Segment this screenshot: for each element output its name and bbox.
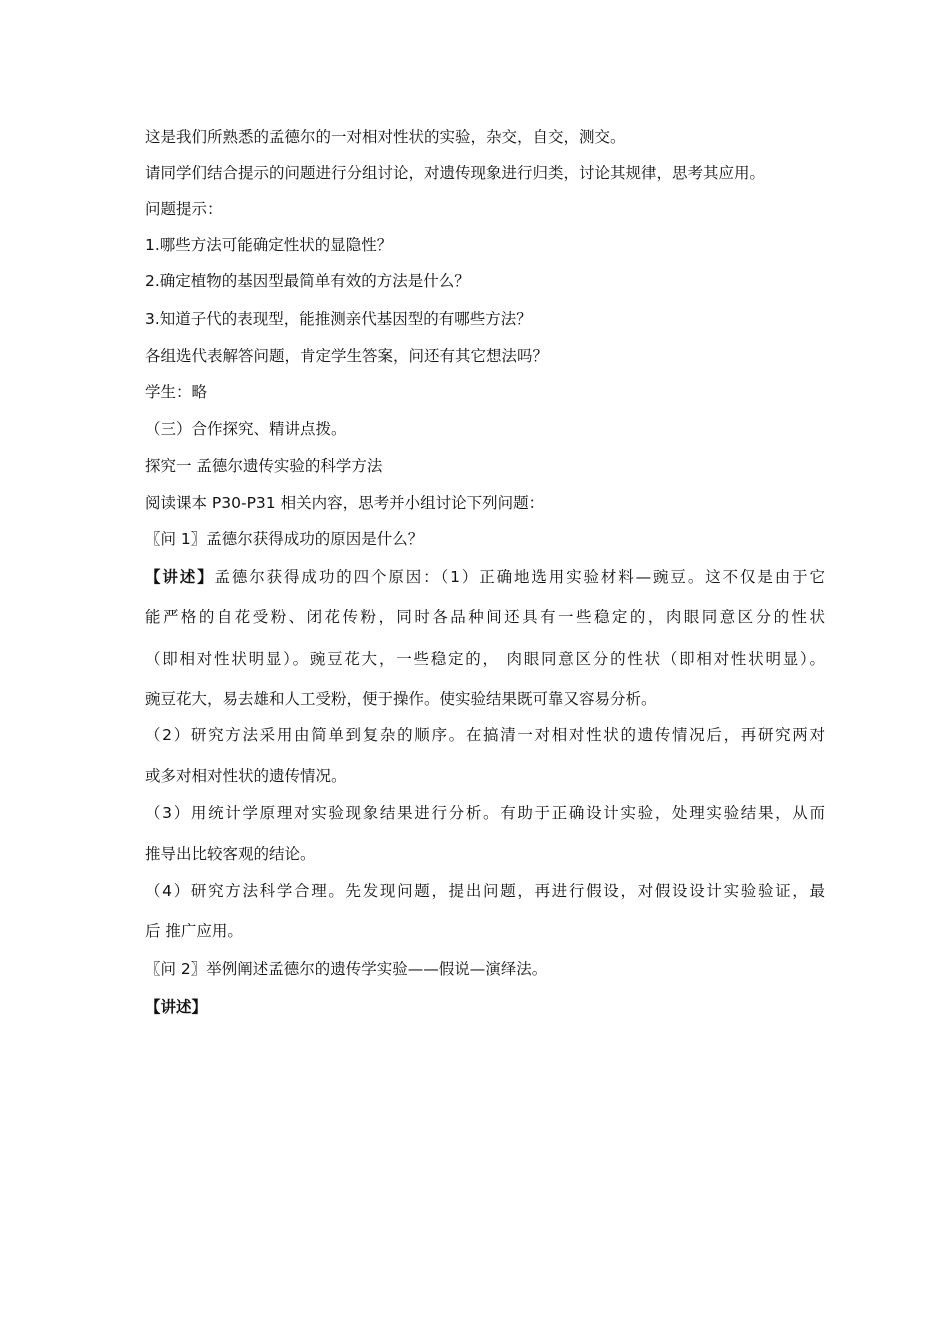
reason-2-line-1: （2）研究方法采用由简单到复杂的顺序。在搞清一对相对性状的遗传情况后，再研究两对 xyxy=(145,726,825,744)
hint-question-3: 3.知道子代的表现型，能推测亲代基因型的有哪些方法？ xyxy=(145,310,532,328)
lecture-paragraph-line-1: 【讲述】孟德尔获得成功的四个原因：（1）正确地选用实验材料—豌豆。这不仅是由于它 xyxy=(145,568,825,586)
section-heading: （三）合作探究、精讲点拨。 xyxy=(145,420,347,438)
student-line: 学生：略 xyxy=(145,383,208,401)
hint-question-1: 1.哪些方法可能确定性状的显隐性？ xyxy=(145,236,393,254)
lecture-paragraph-line-4: 豌豆花大，易去雄和人工受粉，便于操作。使实验结果既可靠又容易分析。 xyxy=(145,690,657,708)
intro-line: 这是我们所熟悉的孟德尔的一对相对性状的实验，杂交，自交，测交。 xyxy=(145,128,626,146)
reason-3-line-1: （3）用统计学原理对实验现象结果进行分析。有助于正确设计实验，处理实验结果，从而 xyxy=(145,804,825,822)
reason-3-line-2: 推导出比较客观的结论。 xyxy=(145,845,316,863)
group-answer-line: 各组选代表解答问题，肯定学生答案，问还有其它想法吗？ xyxy=(145,347,549,365)
lecture-paragraph-line-2: 能严格的自花受粉、闭花传粉，同时各品种间还具有一些稳定的，肉眼同意区分的性状 xyxy=(145,608,825,626)
question-2: 〖问 2〗举例阐述孟德尔的遗传学实验——假说—演绎法。 xyxy=(145,960,548,978)
inquiry-one-heading: 探究一 孟德尔遗传实验的科学方法 xyxy=(145,457,383,475)
hint-question-2: 2.确定植物的基因型最简单有效的方法是什么？ xyxy=(145,272,470,290)
hint-heading: 问题提示： xyxy=(145,200,223,218)
lecture-label-final: 【讲述】 xyxy=(145,998,208,1016)
lecture-label: 【讲述】 xyxy=(145,568,215,586)
lecture-paragraph-line-3: （即相对性状明显）。豌豆花大，一些稳定的， 肉眼同意区分的性状（即相对性状明显）。 xyxy=(145,650,825,668)
question-1: 〖问 1〗孟德尔获得成功的原因是什么？ xyxy=(145,530,424,548)
reason-2-line-2: 或多对相对性状的遗传情况。 xyxy=(145,767,347,785)
reason-4-line-1: （4）研究方法科学合理。先发现问题，提出问题，再进行假设，对假设设计实验验证，最 xyxy=(145,882,825,900)
discussion-instruction: 请同学们结合提示的问题进行分组讨论，对遗传现象进行归类，讨论其规律，思考其应用。 xyxy=(145,164,766,182)
reading-instruction: 阅读课本 P30-P31 相关内容，思考并小组讨论下列问题： xyxy=(145,494,545,512)
reason-4-line-2: 后 推广应用。 xyxy=(145,922,243,940)
